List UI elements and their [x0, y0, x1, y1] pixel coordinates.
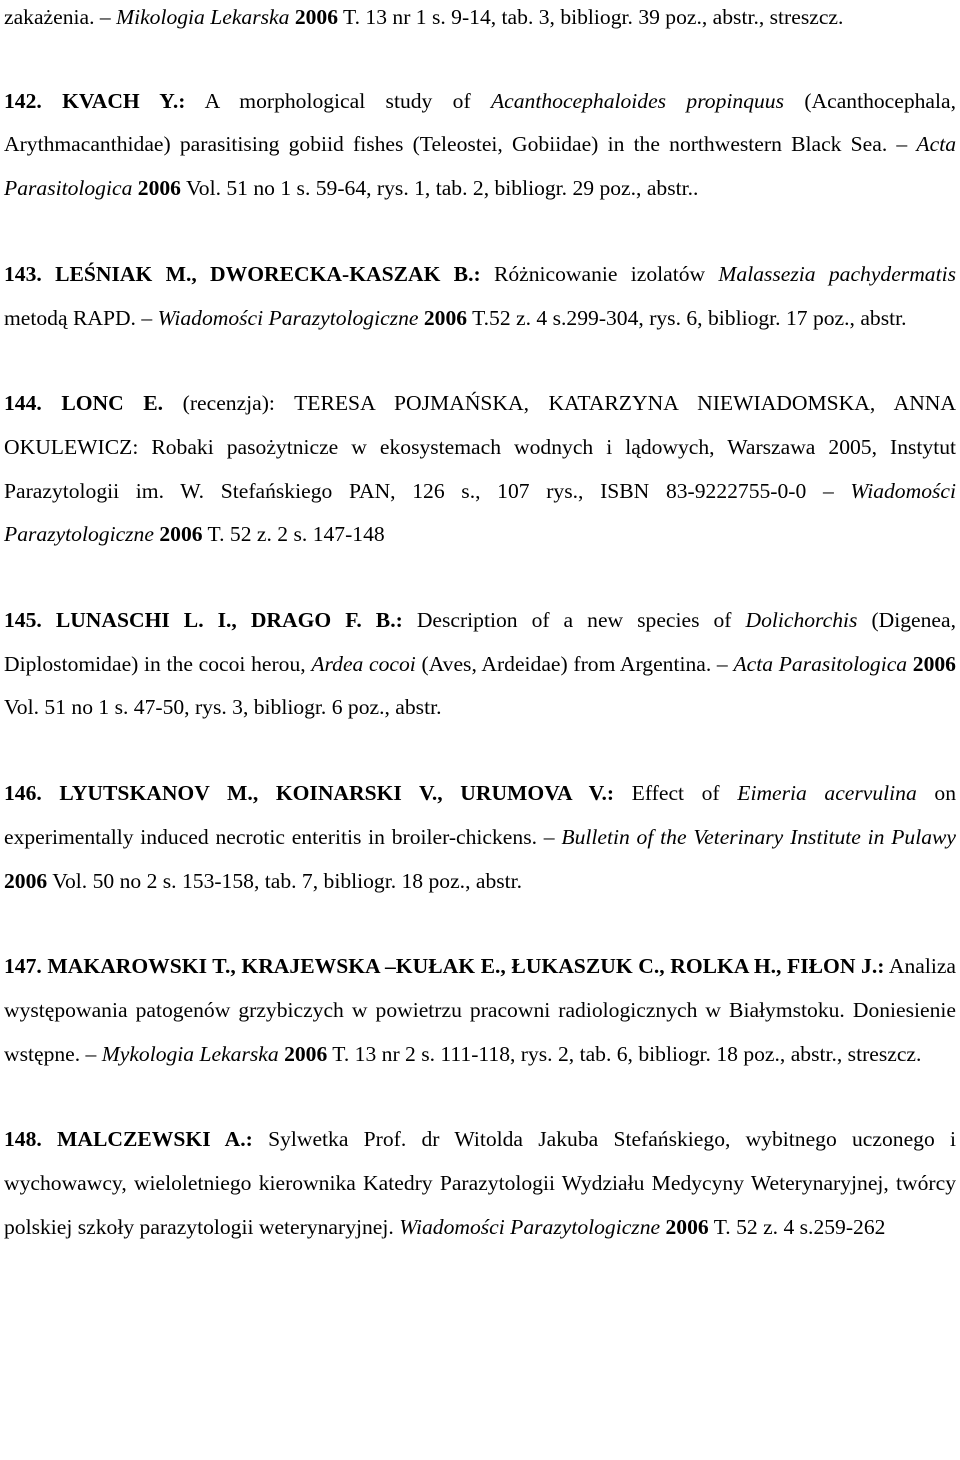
entry-text: T. 13 nr 1 s. 9-14, tab. 3, bibliogr. 39 poz., abstr., streszcz.	[338, 5, 844, 29]
publication-year: 2006	[294, 5, 339, 29]
journal-title: Acta Parasitologica	[4, 132, 956, 201]
entry-authors: LONC E.	[61, 391, 164, 416]
species-name: Acanthocephaloides propinquus	[490, 88, 784, 113]
entry-146	[4, 772, 956, 903]
entry-text: Różnicowanie izolatów	[480, 261, 719, 286]
entry-text: T.52 z. 4 s.299-304, rys. 6, bibliogr. 17 poz., abstr.	[467, 305, 907, 330]
publication-year: 2006	[4, 868, 48, 893]
publication-year: 2006	[159, 522, 203, 547]
entry-text: zakażenia. –	[4, 5, 117, 29]
entry-text: Analiza występowania patogenów grzybiczych w powietrzu pracowni radiologicznych w Białymstoku. Doniesienie wstępne. –	[4, 954, 957, 1066]
species-name: Ardea cocoi	[311, 651, 416, 676]
entry-authors: KVACH Y.:	[62, 88, 186, 113]
entry-authors: LYUTSKANOV M., KOINARSKI V., URUMOVA V.:	[59, 781, 615, 806]
entry-text: T. 52 z. 2 s. 147-148	[202, 522, 385, 547]
entry-141-continuation	[4, 0, 956, 40]
entry-text: T. 52 z. 4 s.259-262	[708, 1214, 886, 1239]
entry-144	[4, 382, 956, 557]
entry-text: Vol. 50 no 2 s. 153-158, tab. 7, bibliogr. 18 poz., abstr.	[47, 868, 523, 893]
entry-text: Sylwetka Prof. dr Witolda Jakuba Stefańskiego, wybitnego uczonego i wychowawcy, wieloletniego kierownika Katedry Parazytologii Wydziału Medycyny Weterynaryjnej, twórcy polskiej szkoły parazytologii weterynaryjnej.	[4, 1127, 956, 1239]
entry-147	[4, 945, 956, 1076]
species-name: Eimeria acervulina	[737, 781, 917, 806]
entry-text: Vol. 51 no 1 s. 59-64, rys. 1, tab. 2, bibliogr. 29 poz., abstr..	[180, 176, 699, 201]
publication-year: 2006	[137, 176, 181, 201]
journal-title: Wiadomości Parazytologiczne	[157, 305, 419, 330]
entry-142	[4, 80, 956, 211]
entry-text: (Digenea, Diplostomidae) in the cocoi herou,	[4, 608, 956, 676]
entry-number: 143.	[4, 261, 42, 286]
entry-text: on experimentally induced necrotic enteritis in broiler-chickens. –	[4, 781, 956, 849]
entry-number: 142.	[4, 88, 42, 113]
entry-text: Vol. 51 no 1 s. 47-50, rys. 3, bibliogr. 6 poz., abstr.	[4, 695, 442, 720]
journal-title: Wiadomości Parazytologiczne	[4, 478, 956, 547]
species-name: Malassezia pachydermatis	[718, 261, 956, 286]
entry-text: Effect of	[614, 781, 738, 806]
species-name: Dolichorchis	[745, 608, 858, 633]
publication-year: 2006	[284, 1041, 328, 1066]
entry-number: 148.	[4, 1127, 42, 1152]
entry-authors: LEŚNIAK M., DWORECKA-KASZAK B.:	[55, 261, 481, 286]
bibliography-page	[4, 0, 956, 1249]
entry-145	[4, 599, 956, 730]
journal-title: Mykologia Lekarska	[101, 1041, 279, 1066]
entry-number: 144.	[4, 391, 42, 416]
entry-text: Description of a new species of	[402, 608, 746, 633]
entry-143	[4, 253, 956, 340]
entry-148	[4, 1118, 956, 1249]
entry-text: (Acanthocephala, Arythmacanthidae) parasitising gobiid fishes (Teleostei, Gobiidae) in the northwestern Black Sea. –	[4, 88, 956, 157]
publication-year: 2006	[665, 1214, 709, 1239]
publication-year: 2006	[912, 651, 956, 676]
entry-authors: LUNASCHI L. I., DRAGO F. B.:	[55, 608, 403, 633]
entry-text: (recenzja): TERESA POJMAŃSKA, KATARZYNA NIEWIADOMSKA, ANNA OKULEWICZ: Robaki pasożytnicze w ekosystemach wodnych i lądowych, Warszawa 2005, Instytut Parazytologii im. W. Stefańskiego PAN, 126 s., 107 rys., ISBN 83-9222755-0-0 –	[4, 391, 956, 503]
entry-number: 145.	[4, 608, 42, 633]
publication-year: 2006	[423, 305, 468, 330]
journal-title: Wiadomości Parazytologiczne	[399, 1214, 661, 1239]
entry-text: A morphological study of	[185, 88, 491, 113]
journal-title: Bulletin of the Veterinary Institute in Pulawy	[561, 824, 956, 849]
entry-authors: MAKAROWSKI T., KRAJEWSKA –KUŁAK E., ŁUKASZUK C., ROLKA H., FIŁON J.:	[47, 954, 885, 979]
entry-text: metodą RAPD. –	[4, 305, 158, 330]
entry-number: 146.	[4, 781, 42, 806]
journal-title: Mikologia Lekarska	[116, 5, 290, 29]
entry-number: 147.	[4, 954, 42, 979]
entry-authors: MALCZEWSKI A.:	[57, 1127, 253, 1152]
journal-title: Acta Parasitologica	[733, 651, 908, 676]
entry-text: (Aves, Ardeidae) from Argentina. –	[415, 651, 734, 676]
entry-text: T. 13 nr 2 s. 111-118, rys. 2, tab. 6, bibliogr. 18 poz., abstr., streszcz.	[327, 1041, 922, 1066]
